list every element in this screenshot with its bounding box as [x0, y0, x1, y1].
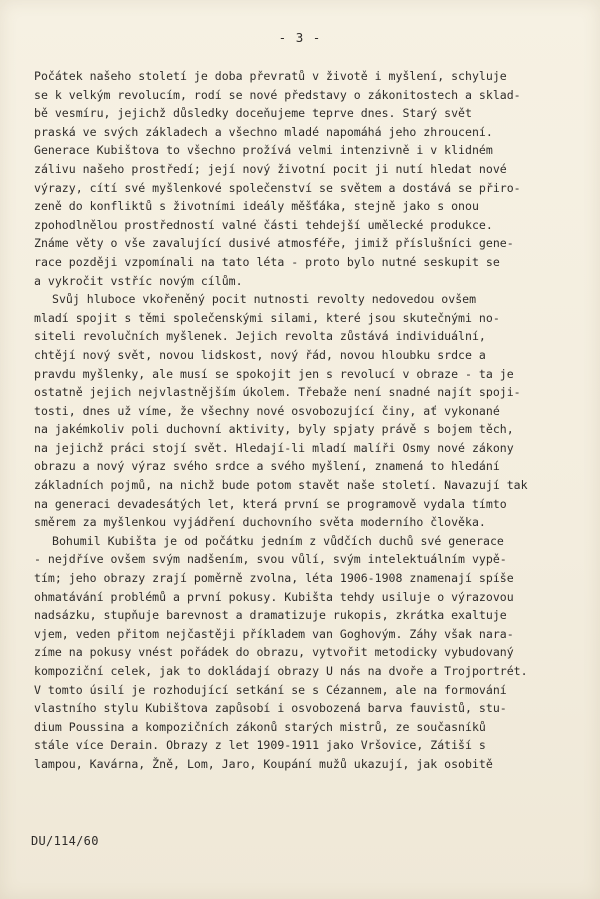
archive-id: DU/114/60: [31, 834, 99, 848]
text-line: nadsázku, stupňuje barevnost a dramatizuje rukopis, zkrátka exaltuje: [34, 608, 507, 623]
text-line: zeně do konfliktů s životními ideály měšťáka, stejně jako s onou: [34, 199, 479, 214]
text-line: na jejichž práci stojí svět. Hledají-li mladí malíři Osmy nové zákony: [34, 440, 514, 455]
text-line: vjem, veden přitom nejčastěji příkladem van Goghovým. Záhy však nara-: [34, 626, 514, 641]
text-line: na generaci devadesátých let, která první se programově vydala tímto: [34, 496, 507, 511]
text-line: Bohumil Kubišta je od počátku jedním z vůdčích duchů své generace: [52, 533, 504, 548]
text-line: tosti, dnes už víme, že všechny nové osvobozující činy, ať vykonané: [34, 403, 500, 418]
text-line: tím; jeho obrazy zrají poměrně zvolna, léta 1906-1908 znamenají spíše: [34, 571, 514, 586]
text-line: Počátek našeho století je doba převratů v životě i myšlení, schyluje: [34, 69, 507, 83]
text-line: vlastního stylu Kubištova zapůsobí i osvobozená barva fauvistů, stu-: [34, 701, 507, 716]
text-line: lampou, Kavárna, Žně, Lom, Jaro, Koupání mužů ukazují, jak osobitě: [34, 756, 493, 771]
text-line: chtějí nový svět, novou lidskost, nový řád, novou hloubku srdce a: [34, 347, 486, 362]
text-line: stále více Derain. Obrazy z let 1909-1911 jako Vršovice, Zátiší s: [34, 738, 486, 753]
text-line: směrem za myšlenkou vyjádření duchovního světa moderního člověka.: [34, 515, 486, 530]
text-line: výrazy, cítí své myšlenkové společenství se světem a dostává se přiro-: [34, 180, 521, 195]
text-line: race později vzpomínali na tato léta - proto bylo nutné seskupit se: [34, 254, 500, 269]
text-line: - nejdříve ovšem svým nadšením, svou vůlí, svým intelektuálním vypě-: [34, 552, 507, 567]
text-line: dium Poussina a kompozičních zákonů starých mistrů, ze současníků: [34, 719, 486, 734]
text-line: a vykročit vstříc novým cílům.: [34, 273, 243, 288]
text-line: zíme na pokusy vnést pořádek do obrazu, vytvořit metodicky vybudovaný: [34, 645, 514, 660]
text-line: ohmatávání problémů a první pokusy. Kubišta tehdy usiluje o výrazovou: [34, 589, 514, 604]
text-line: V tomto úsilí je rozhodující setkání se s Cézannem, ale na formování: [34, 682, 507, 697]
text-line: bě vesmíru, jejichž důsledky doceňujeme teprve dnes. Starý svět: [34, 106, 472, 121]
text-line: siteli revolučních myšlenek. Jejich revolta zůstává individuální,: [34, 329, 486, 344]
text-line: Svůj hluboce vkořeněný pocit nutnosti revolty nedovedou ovšem: [52, 292, 477, 307]
text-line: pravdu myšlenky, ale musí se spokojit jen s revolucí v obraze - ta je: [34, 366, 514, 381]
text-line: obrazu a nový výraz svého srdce a svého myšlení, znamená to hledání: [34, 459, 500, 474]
text-line: zpohodlnělou prostředností valné části tehdejší umělecké produkce.: [34, 217, 493, 232]
text-line: zálivu našeho prostředí; její nový životní pocit ji nutí hledat nové: [34, 161, 507, 176]
text-line: Známe věty o vše zavalující dusivé atmosféře, jimiž příslušníci gene-: [34, 236, 514, 251]
text-line: mladí spojit s těmi společenskými silami, které jsou skutečnými no-: [34, 310, 500, 325]
text-line: se k velkým revolucím, rodí se nové představy o zákonitostech a sklad-: [34, 87, 521, 102]
body-text: [34, 67, 582, 774]
text-line: praská ve svých základech a všechno mladé napomáhá jeho zhroucení.: [34, 124, 493, 139]
page-number: - 3 -: [278, 30, 322, 45]
text-line: základních pojmů, na nichž bude potom stavět naše století. Navazují tak: [34, 478, 528, 493]
text-line: Generace Kubištova to všechno prožívá velmi intenzivně i v klidném: [34, 143, 493, 158]
text-line: na jakémkoliv poli duchovní aktivity, byly spjaty právě s bojem těch,: [34, 422, 514, 437]
text-line: kompoziční celek, jak to dokládají obrazy U nás na dvoře a Trojportrét.: [34, 664, 528, 678]
text-line: ostatně jejich nejvlastnějším úkolem. Třebaže není snadné najít spoji-: [34, 385, 521, 400]
